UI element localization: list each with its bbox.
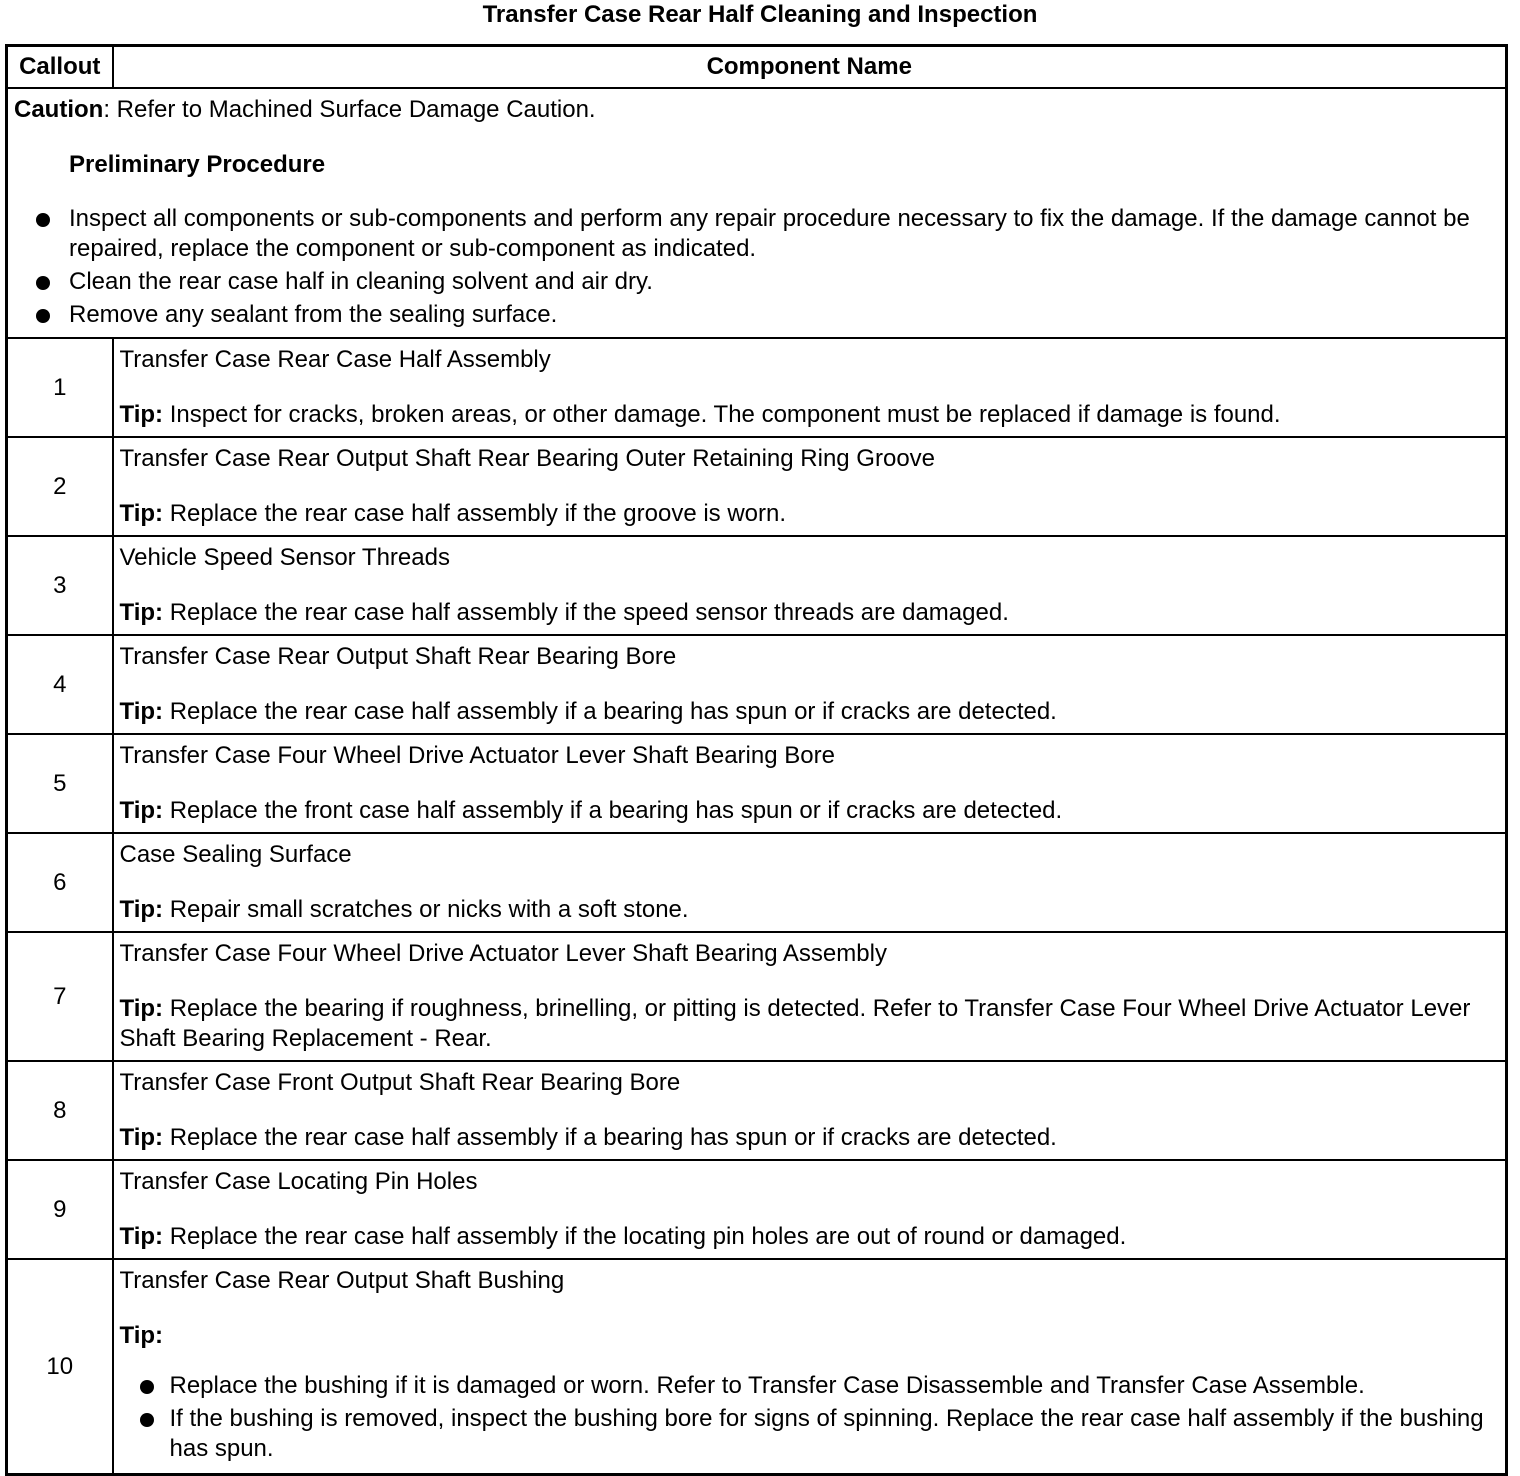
- callout-number: 10: [7, 1259, 113, 1475]
- tip-text: Replace the bearing if roughness, brinelling, or pitting is detected. Refer to Transfer Case Four Wheel Drive Actuator Lever Shaft Bearing Replacement - Rear.: [119, 995, 1471, 1052]
- preliminary-item: Remove any sealant from the sealing surface.: [14, 300, 1505, 330]
- callout-number: 3: [7, 536, 113, 635]
- table-row: [7, 1259, 1507, 1475]
- component-cell: [113, 1061, 1507, 1160]
- caution-text: : Refer to Machined Surface Damage Caution.: [103, 96, 596, 123]
- tip-text: Repair small scratches or nicks with a soft stone.: [163, 896, 689, 923]
- component-cell: [113, 1259, 1507, 1475]
- callout-number: 1: [7, 338, 113, 437]
- callout-number: 2: [7, 437, 113, 536]
- component-cell: [113, 338, 1507, 437]
- table-row: [7, 536, 1507, 635]
- component-name: Transfer Case Four Wheel Drive Actuator Lever Shaft Bearing Assembly: [119, 940, 887, 967]
- page-title: Transfer Case Rear Half Cleaning and Inspection: [482, 1, 1038, 28]
- table-row: [7, 635, 1507, 734]
- tip-text: Replace the rear case half assembly if the locating pin holes are out of round or damaged.: [163, 1223, 1127, 1250]
- component-cell: [113, 833, 1507, 932]
- component-name: Vehicle Speed Sensor Threads: [119, 544, 450, 571]
- table-row: [7, 437, 1507, 536]
- component-cell: [113, 734, 1507, 833]
- component-cell: [113, 437, 1507, 536]
- component-name: Transfer Case Locating Pin Holes: [119, 1168, 478, 1195]
- tip-label: Tip:: [119, 1223, 164, 1250]
- header-row: [7, 46, 1507, 89]
- tip-item: If the bushing is removed, inspect the bushing bore for signs of spinning. Replace the rear case half assembly if the bushing has spun.: [120, 1404, 1500, 1464]
- component-cell: [113, 1160, 1507, 1259]
- tip-line: [120, 598, 1500, 628]
- tip-text: Replace the rear case half assembly if the speed sensor threads are damaged.: [163, 599, 1009, 626]
- preliminary-procedure-heading: Preliminary Procedure: [69, 151, 326, 178]
- tip-text: Replace the front case half assembly if a bearing has spun or if cracks are detected.: [163, 797, 1063, 824]
- tip-list: [120, 1371, 1500, 1464]
- callout-number: 6: [7, 833, 113, 932]
- tip-label: Tip:: [119, 1322, 164, 1349]
- tip-label: Tip:: [119, 401, 164, 428]
- callout-number: 7: [7, 932, 113, 1061]
- component-cell: [113, 536, 1507, 635]
- component-name: Transfer Case Rear Case Half Assembly: [119, 346, 551, 373]
- callout-header: Callout: [7, 46, 113, 89]
- tip-line: [120, 895, 1500, 925]
- component-name: Transfer Case Rear Output Shaft Rear Bearing Bore: [119, 643, 677, 670]
- table-row: [7, 734, 1507, 833]
- tip-line: [120, 1123, 1500, 1153]
- preliminary-item: Inspect all components or sub-components and perform any repair procedure necessary to fix the damage. If the damage cannot be repaired, replace the component or sub-component as indicated.: [14, 204, 1505, 264]
- tip-label: Tip:: [119, 698, 164, 725]
- tip-label: Tip:: [119, 896, 164, 923]
- callout-number: 5: [7, 734, 113, 833]
- callout-number: 8: [7, 1061, 113, 1160]
- component-cell: [113, 635, 1507, 734]
- tip-item: Replace the bushing if it is damaged or worn. Refer to Transfer Case Disassemble and Transfer Case Assemble.: [120, 1371, 1500, 1401]
- component-name: Transfer Case Front Output Shaft Rear Bearing Bore: [119, 1069, 681, 1096]
- tip-line: [120, 796, 1500, 826]
- preliminary-list: [14, 204, 1505, 330]
- tip-text: Inspect for cracks, broken areas, or other damage. The component must be replaced if damage is found.: [163, 401, 1281, 428]
- tip-label: Tip:: [119, 500, 164, 527]
- table-row: [7, 1061, 1507, 1160]
- component-name: Case Sealing Surface: [119, 841, 352, 868]
- table-row: [7, 833, 1507, 932]
- tip-label: Tip:: [119, 599, 164, 626]
- tip-line: [120, 1222, 1500, 1252]
- tip-text: Replace the rear case half assembly if a bearing has spun or if cracks are detected.: [163, 698, 1057, 725]
- caution-row: [7, 88, 1507, 338]
- tip-label: Tip:: [119, 797, 164, 824]
- tip-line: [120, 499, 1500, 529]
- tip-line: [120, 697, 1500, 727]
- table-row: [7, 1160, 1507, 1259]
- tip-label: Tip:: [119, 995, 164, 1022]
- component-name: Transfer Case Rear Output Shaft Rear Bearing Outer Retaining Ring Groove: [119, 445, 936, 472]
- caution-line: [14, 95, 1505, 125]
- callout-number: 4: [7, 635, 113, 734]
- callout-number: 9: [7, 1160, 113, 1259]
- component-name: Transfer Case Four Wheel Drive Actuator Lever Shaft Bearing Bore: [119, 742, 835, 769]
- tip-label: Tip:: [119, 1124, 164, 1151]
- component-name: Transfer Case Rear Output Shaft Bushing: [119, 1267, 565, 1294]
- table-row: [7, 932, 1507, 1061]
- table-row: [7, 338, 1507, 437]
- tip-text: Replace the rear case half assembly if a bearing has spun or if cracks are detected.: [163, 1124, 1057, 1151]
- caution-cell: [7, 88, 1507, 338]
- component-cell: [113, 932, 1507, 1061]
- component-name-header: Component Name: [113, 46, 1507, 89]
- caution-label: Caution: [14, 96, 104, 123]
- tip-text: Replace the rear case half assembly if the groove is worn.: [163, 500, 787, 527]
- preliminary-item: Clean the rear case half in cleaning solvent and air dry.: [14, 267, 1505, 297]
- tip-line: [120, 400, 1500, 430]
- tip-line: [120, 994, 1500, 1054]
- inspection-table: [5, 44, 1508, 1476]
